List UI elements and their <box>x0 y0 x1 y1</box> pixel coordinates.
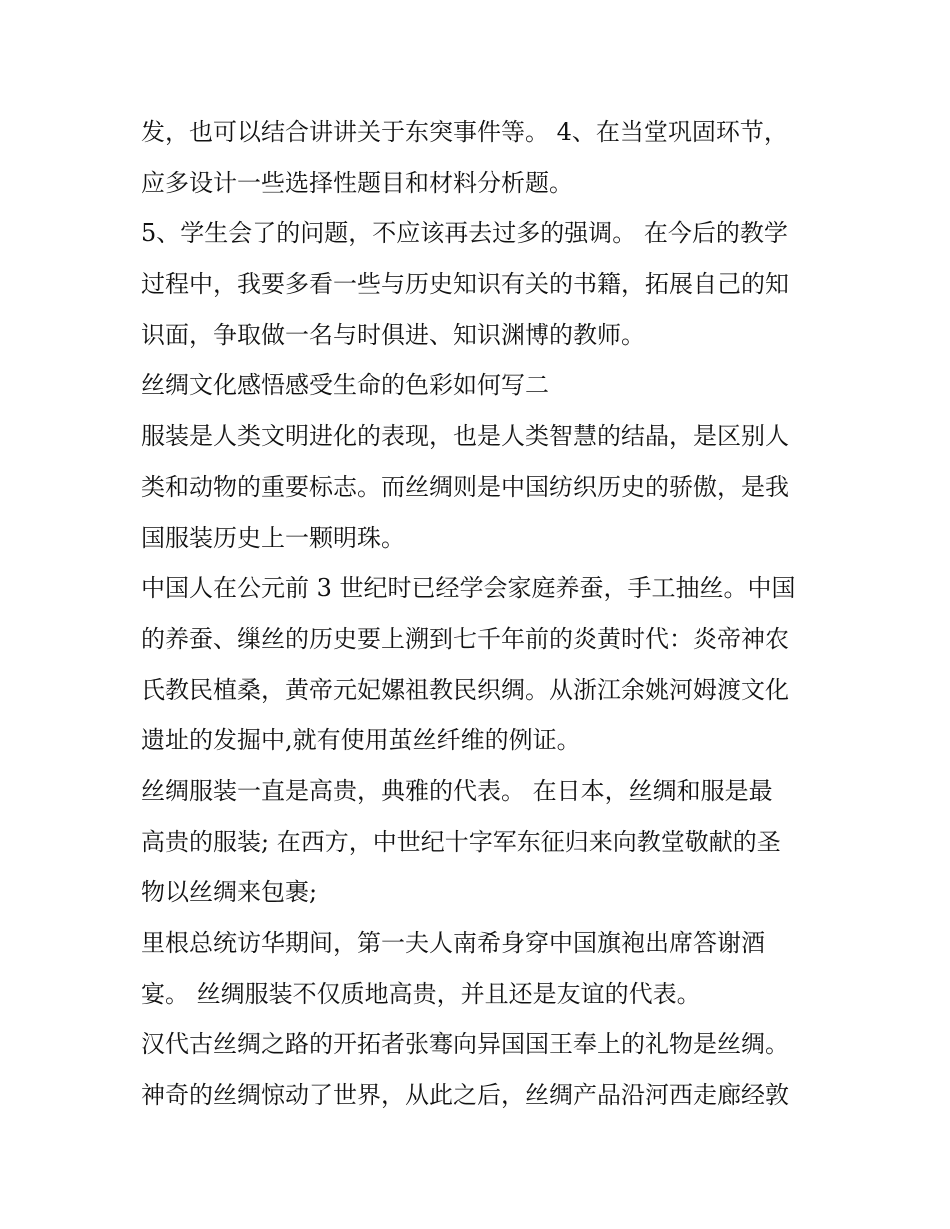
text-line: 神奇的丝绸惊动了世界，从此之后，丝绸产品沿河西走廊经敦 <box>141 1081 789 1110</box>
text-line: 国服装历史上一颗明珠。 <box>141 523 405 552</box>
text-line: 汉代古丝绸之路的开拓者张骞向异国国王奉上的礼物是丝绸。 <box>141 1030 789 1059</box>
text-line: 中国人在公元前 3 世纪时已经学会家庭养蚕，手工抽丝。中国 <box>141 574 796 603</box>
text-line: 过程中，我要多看一些与历史知识有关的书籍，拓展自己的知 <box>141 270 789 299</box>
text-line: 宴。 丝绸服装不仅质地高贵，并且还是友谊的代表。 <box>141 979 701 1008</box>
text-line: 应多设计一些选择性题目和材料分析题。 <box>141 168 573 197</box>
text-line: 5、学生会了的问题，不应该再去过多的强调。 在今后的教学 <box>141 219 788 248</box>
text-line: 类和动物的重要标志。而丝绸则是中国纺织历史的骄傲，是我 <box>141 472 789 501</box>
text-line: 识面，争取做一名与时俱进、知识渊博的教师。 <box>141 320 645 349</box>
text-line: 的养蚕、缫丝的历史要上溯到七千年前的炎黄时代：炎帝神农 <box>141 624 789 653</box>
text-line: 物以丝绸来包裹; <box>141 878 318 907</box>
text-line: 里根总统访华期间，第一夫人南希身穿中国旗袍出席答谢酒 <box>141 929 765 957</box>
text-line: 高贵的服装; 在西方，中世纪十字军东征归来向教堂敬献的圣 <box>141 827 781 856</box>
text-line: 发，也可以结合讲讲关于东突事件等。 4、在当堂巩固环节， <box>141 118 788 146</box>
text-line: 丝绸服装一直是高贵，典雅的代表。 在日本，丝绸和服是最 <box>141 776 773 805</box>
text-line: 遗址的发掘中,就有使用茧丝纤维的例证。 <box>141 726 581 755</box>
text-line: 氏教民植桑，黄帝元妃嫘祖教民织绸。从浙江余姚河姆渡文化 <box>141 675 789 704</box>
document-body <box>141 107 821 1121</box>
section-heading: 丝绸文化感悟感受生命的色彩如何写二 <box>141 371 549 400</box>
text-line: 服装是人类文明进化的表现，也是人类智慧的结晶，是区别人 <box>141 422 789 451</box>
